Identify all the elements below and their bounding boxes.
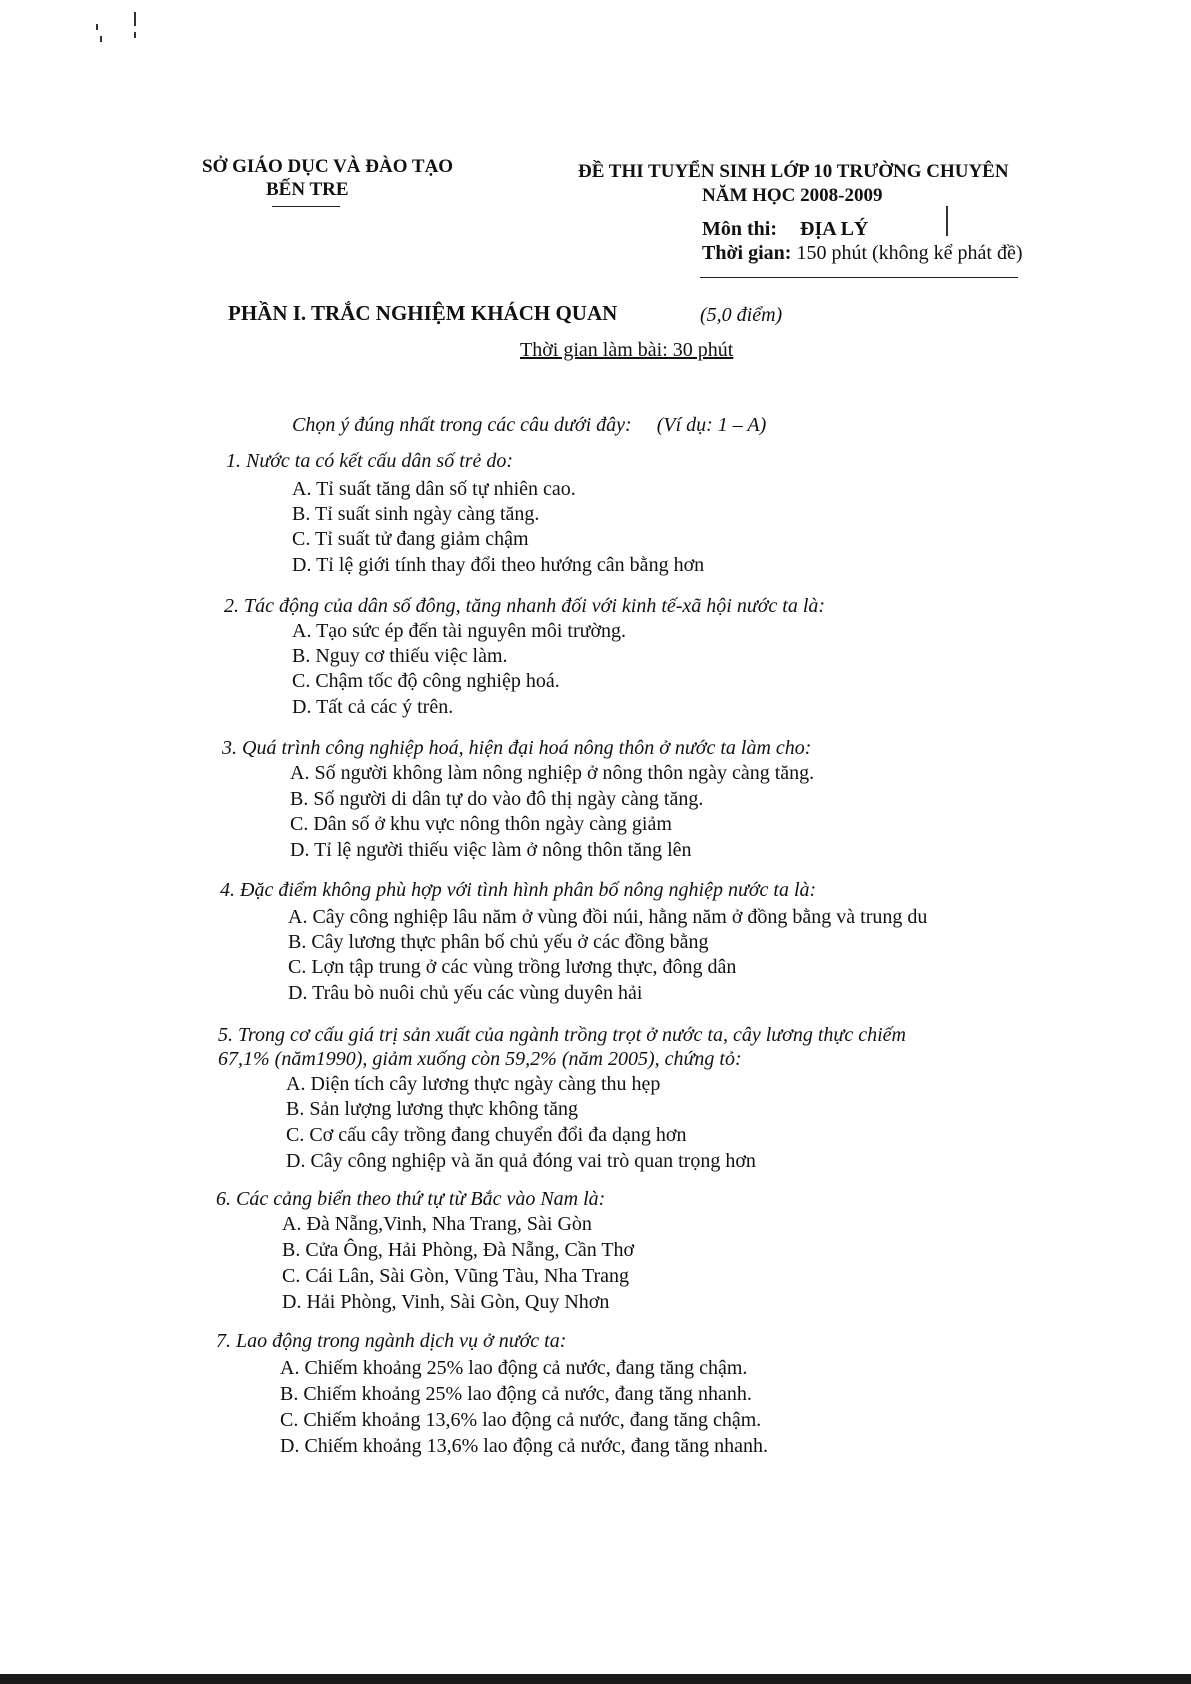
question-3-option-c: C. Dân số ở khu vực nông thôn ngày càng giảm	[290, 813, 672, 835]
question-3-option-a: A. Số người không làm nông nghiệp ở nông thôn ngày càng tăng.	[290, 762, 815, 784]
scan-bottom-edge	[0, 1674, 1191, 1684]
exam-title: ĐỀ THI TUYỂN SINH LỚP 10 TRƯỜNG CHUYÊN	[578, 161, 1009, 182]
question-4: 4. Đặc điểm không phù hợp với tình hình phân bố nông nghiệp nước ta là:	[220, 879, 817, 901]
subject-label: Môn thi:	[702, 218, 777, 240]
province-name: BẾN TRE	[266, 179, 349, 200]
question-1-option-d: D. Tỉ lệ giới tính thay đổi theo hướng cân bằng hơn	[292, 554, 705, 576]
question-1-option-b: B. Tỉ suất sinh ngày càng tăng.	[292, 503, 540, 525]
question-1-option-a: A. Tỉ suất tăng dân số tự nhiên cao.	[292, 478, 576, 500]
question-2: 2. Tác động của dân số đông, tăng nhanh đối với kinh tế-xã hội nước ta là:	[224, 595, 826, 617]
scan-mark	[96, 24, 98, 30]
subject-value: ĐỊA LÝ	[800, 218, 869, 240]
time-label: Thời gian:	[702, 242, 792, 264]
question-7-option-d: D. Chiếm khoảng 13,6% lao động cả nước, đang tăng nhanh.	[280, 1435, 768, 1457]
instruction-line	[292, 414, 766, 437]
question-3: 3. Quá trình công nghiệp hoá, hiện đại hoá nông thôn ở nước ta làm cho:	[222, 737, 812, 759]
question-1-option-c: C. Tỉ suất tử đang giảm chậm	[292, 528, 529, 550]
question-4-option-b: B. Cây lương thực phân bố chủ yếu ở các đồng bằng	[288, 931, 709, 953]
question-1: 1. Nước ta có kết cấu dân số trẻ do:	[226, 450, 514, 472]
question-2-option-a: A. Tạo sức ép đến tài nguyên môi trường.	[292, 620, 627, 642]
instruction-text: Chọn ý đúng nhất trong các câu dưới đây:	[292, 414, 632, 436]
question-7: 7. Lao động trong ngành dịch vụ ở nước ta:	[216, 1330, 567, 1352]
subject-line	[702, 218, 868, 241]
question-4-option-c: C. Lợn tập trung ở các vùng trồng lương thực, đông dân	[288, 956, 737, 978]
question-4-option-d: D. Trâu bò nuôi chủ yếu các vùng duyên hải	[288, 982, 643, 1004]
section-points: (5,0 điểm)	[700, 304, 783, 326]
time-value: 150 phút (không kể phát đề)	[796, 242, 1023, 264]
question-6-option-b: B. Cửa Ông, Hải Phòng, Đà Nẵng, Cần Thơ	[282, 1239, 635, 1261]
question-3-option-d: D. Tỉ lệ người thiếu việc làm ở nông thôn tăng lên	[290, 839, 692, 861]
province-underline	[272, 206, 340, 207]
section-duration: Thời gian làm bài: 30 phút	[520, 339, 734, 361]
question-4-option-a: A. Cây công nghiệp lâu năm ở vùng đồi núi, hằng năm ở đồng bằng và trung du	[288, 906, 928, 928]
question-2-option-b: B. Nguy cơ thiếu việc làm.	[292, 645, 508, 667]
department-name: SỞ GIÁO DỤC VÀ ĐÀO TẠO	[202, 156, 454, 177]
question-2-option-d: D. Tất cả các ý trên.	[292, 696, 454, 718]
school-year: NĂM HỌC 2008-2009	[702, 185, 883, 206]
scan-mark	[100, 36, 102, 42]
question-6-option-c: C. Cái Lân, Sài Gòn, Vũng Tàu, Nha Trang	[282, 1265, 630, 1287]
question-5-line-2: 67,1% (năm1990), giảm xuống còn 59,2% (năm 2005), chứng tỏ:	[218, 1048, 742, 1070]
question-6-option-d: D. Hải Phòng, Vinh, Sài Gòn, Quy Nhơn	[282, 1291, 610, 1313]
question-7-option-b: B. Chiếm khoảng 25% lao động cả nước, đang tăng nhanh.	[280, 1383, 752, 1405]
scan-mark	[946, 206, 948, 236]
instruction-example: (Ví dụ: 1 – A)	[656, 414, 767, 436]
scan-mark	[134, 12, 136, 26]
question-3-option-b: B. Số người di dân tự do vào đô thị ngày càng tăng.	[290, 788, 704, 810]
scan-mark	[134, 32, 136, 38]
time-line	[702, 242, 1023, 265]
question-2-option-c: C. Chậm tốc độ công nghiệp hoá.	[292, 670, 560, 692]
question-6-option-a: A. Đà Nẵng,Vinh, Nha Trang, Sài Gòn	[282, 1213, 592, 1235]
question-5-option-a: A. Diện tích cây lương thực ngày càng thu hẹp	[286, 1073, 661, 1095]
question-5-option-b: B. Sản lượng lương thực không tăng	[286, 1098, 578, 1120]
question-5-option-c: C. Cơ cấu cây trồng đang chuyển đổi đa dạng hơn	[286, 1124, 687, 1146]
section-title: PHẦN I. TRẮC NGHIỆM KHÁCH QUAN	[228, 301, 618, 325]
question-5-option-d: D. Cây công nghiệp và ăn quả đóng vai trò quan trọng hơn	[286, 1150, 756, 1172]
header-underline	[700, 277, 1018, 278]
question-7-option-c: C. Chiếm khoảng 13,6% lao động cả nước, đang tăng chậm.	[280, 1409, 762, 1431]
question-6: 6. Các cảng biển theo thứ tự từ Bắc vào Nam là:	[216, 1188, 606, 1210]
question-5: 5. Trong cơ cấu giá trị sản xuất của ngành trồng trọt ở nước ta, cây lương thực chiếm	[218, 1024, 906, 1046]
question-7-option-a: A. Chiếm khoảng 25% lao động cả nước, đang tăng chậm.	[280, 1357, 748, 1379]
